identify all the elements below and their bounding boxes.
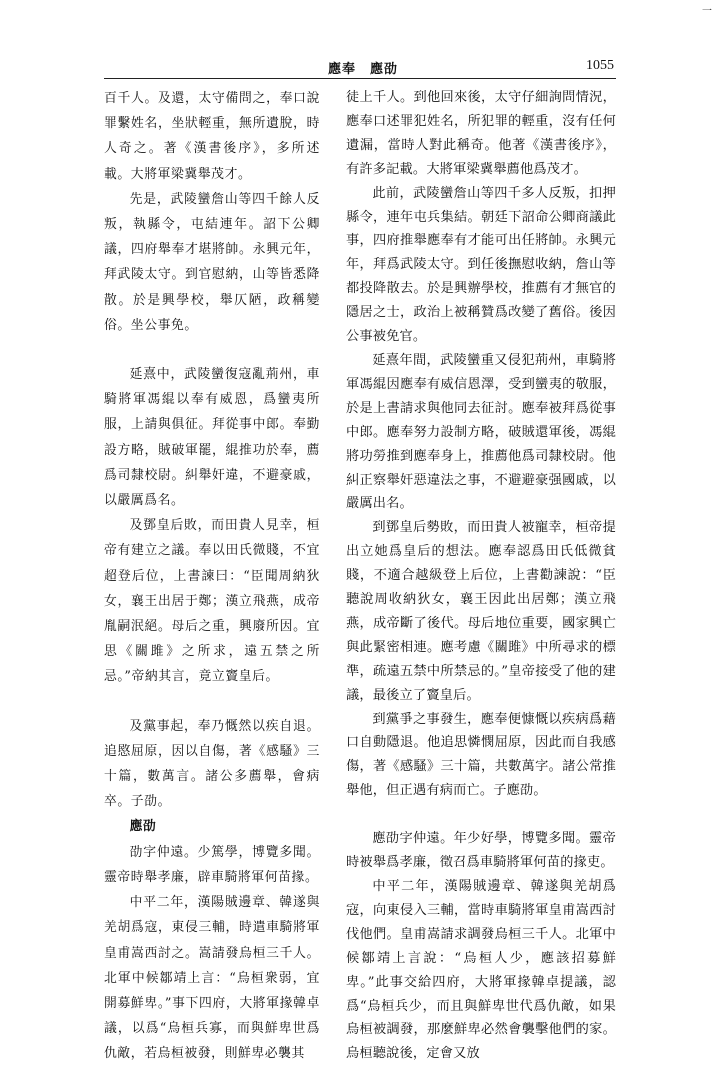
paragraph: 延熹中，武陵蠻復寇亂荊州，車騎將軍馮緄以奉有威恩，爲蠻夷所服，上請與俱征。拜從事中郎。奉勤設方略，賊破軍罷，緄推功於奉，薦爲司隸校尉。糾舉奸違，不避豪戚，以嚴厲爲名。 <box>104 367 320 509</box>
paragraph: 徒上千人。到他回來後，太守仔細詢問情況，應奉口述罪犯姓名，所犯罪的輕重，沒有任何遺漏，當時人對此稱奇。他著《漢書後序》，有許多記載。大將軍梁冀舉薦他爲茂才。 <box>346 90 616 177</box>
paragraph: 到鄧皇后勢敗，而田貴人被寵幸，桓帝提出立她爲皇后的想法。應奉認爲田氏低微貧賤，不適合越級登上后位，上書勸諫說：“臣聽說周收納狄女，襄王因此出居鄭；漢立飛燕，成帝斷了後代。母后地位重要，國家興亡與此緊密相連。應考慮《關雎》中所尋求的標準，疏遠五禁中所禁忌的。”皇帝接受了他的建議，最後立了竇皇后。 <box>346 520 616 703</box>
paragraph: 及鄧皇后敗，而田貴人見幸，桓帝有建立之議。奉以田氏微賤，不宜超登后位，上書諫曰：“臣聞周納狄女，襄王出居于鄭；漢立飛燕，成帝胤嗣泯絕。母后之重，興廢所因。宜思《關雎》之所求，遠五禁之所忌。”帝納其言，竟立竇皇后。 <box>104 518 320 685</box>
page-number: 1055 <box>586 58 614 73</box>
paragraph: 應劭字仲遠。年少好學，博覽多聞。靈帝時被舉爲孝廉，徵召爲車騎將軍何苗的掾吏。 <box>346 831 616 871</box>
paragraph: 及黨事起，奉乃慨然以疾自退。追愍屈原，因以自傷，著《感騷》三十篇，數萬言。諸公多薦舉，會病卒。子劭。 <box>104 718 320 810</box>
paragraph: 中平二年，漢陽賊邊章、韓遂與羌胡爲寇，東侵三輔，時遣車騎將軍皇甫嵩西討之。嵩請發烏桓三千人。北軍中候鄒靖上言：“烏桓衆弱，宜開募鮮卑。”事下四府，大將軍掾韓卓議，以爲“烏桓兵寡，而與鮮卑世爲仇敵，若烏桓被發，則鮮卑必襲其 <box>104 895 320 1062</box>
paragraph: 中平二年，漢陽賊邊章、韓遂與羌胡爲寇，向東侵入三輔，當時車騎將軍皇甫嵩西討伐他們。皇甫嵩請求調發烏桓三千人。北軍中候鄒靖上言說：“烏桓人少，應該招募鮮卑。”此事交給四府，大將軍掾韓卓提議，認爲“烏桓兵少，而且與鮮卑世代爲仇敵，如果烏桓被調發，那麼鮮卑必然會襲擊他們的家。烏桓聽說後，定會又放 <box>346 879 616 1062</box>
corner-mark: 一 <box>702 6 712 17</box>
classical-text-column <box>104 86 320 1062</box>
paragraph: 到黨爭之事發生，應奉便慷慨以疾病爲藉口自動隱退。他追思憐憫屈原，因此而自我感傷，著《感騷》三十篇，共數萬字。諸公常推舉他，但正遇有病而亡。子應劭。 <box>346 711 616 799</box>
paragraph: 延熹年間，武陵蠻重又侵犯荊州，車騎將軍馮緄因應奉有威信恩澤，受到蠻夷的敬服，於是上書請求與他同去征討。應奉被拜爲從事中郎。應奉努力設制方略，破賊還軍後，馮緄將功勞推到應奉身上，推薦他爲司隸校尉。他糾正察舉奸惡違法之事，不避避豪强國戚，以嚴厲出名。 <box>346 352 616 512</box>
running-title: 應奉 應劭 <box>328 62 399 77</box>
paragraph: 百千人。及還，太守備問之，奉口說罪繫姓名，坐狀輕重，無所遺脫，時人奇之。著《漢書後序》，多所述載。大將軍梁冀舉茂才。 <box>104 91 320 182</box>
section-heading: 應劭 <box>129 819 157 835</box>
paragraph: 先是，武陵蠻詹山等四千餘人反叛，執縣令，屯結連年。詔下公卿議，四府舉奉才堪將帥。永興元年，拜武陵太守。到官慰納，山等皆悉降散。於是興學校，舉仄陋，政稱變俗。坐公事免。 <box>104 191 320 333</box>
paragraph: 此前，武陵蠻詹山等四千多人反叛，扣押縣令，連年屯兵集結。朝廷下詔命公卿商議此事，四府推舉應奉有才能可出任將帥。永興元年，拜爲武陵太守。到任後撫慰收納，詹山等都投降散去。於是興辦學校，推薦有才無官的隱居之士，政治上被稱贊爲改變了舊俗。後因公事被免官。 <box>346 185 616 345</box>
page-header <box>104 58 616 79</box>
paragraph: 劭字仲遠。少篤學，博覽多聞。靈帝時舉孝廉，辟車騎將軍何苗掾。 <box>104 844 320 885</box>
translation-column <box>346 86 616 1062</box>
